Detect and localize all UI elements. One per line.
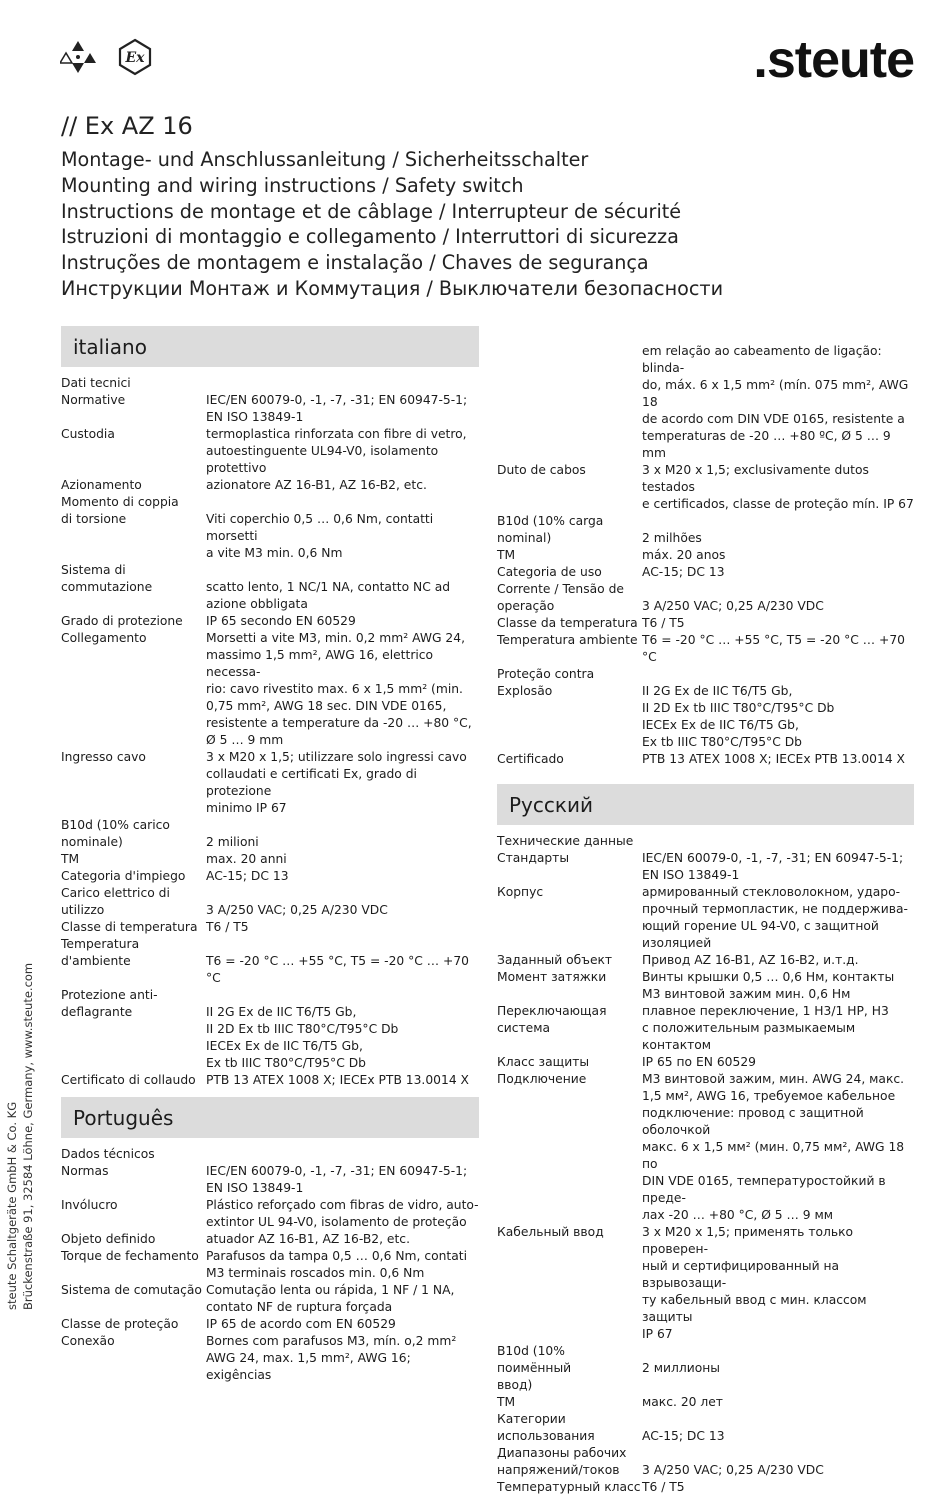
spec-label: Conexão <box>61 1334 115 1348</box>
subtitle-ru: Инструкции Монтаж и Коммутация / Выключатели безопасности <box>61 276 724 300</box>
spec-value: AC-15; DC 13 <box>206 869 289 883</box>
spec-value: II 2G Ex de IIC T6/T5 Gb, II 2D Ex tb IIIC T80°C/T95°C Db IECEx Ex de IIC T6/T5 Gb, Ex tb IIIC T80°C/T95°C Db <box>642 684 835 749</box>
section-intro: Технические данные <box>497 834 634 848</box>
spec-row <box>497 1054 914 1071</box>
spec-value: IEC/EN 60079-0, -1, -7, -31; EN 60947-5-1; EN ISO 13849-1 <box>642 851 904 882</box>
spec-value: azionatore AZ 16-B1, AZ 16-B2, etc. <box>206 478 427 492</box>
brand-logo: .steute <box>753 31 914 89</box>
spec-row <box>497 1479 914 1496</box>
spec-row <box>497 513 914 547</box>
spec-value: 3 A/250 VAC; 0,25 A/230 VDC <box>642 1463 824 1477</box>
spec-row <box>497 632 914 666</box>
spec-row <box>61 1316 479 1333</box>
spec-value: atuador AZ 16-B1, AZ 16-B2, etc. <box>206 1232 410 1246</box>
spec-row <box>497 1343 914 1394</box>
spec-value: Parafusos da tampa 0,5 … 0,6 Nm, contati M3 terminais roscados min. 0,6 Nm <box>206 1249 467 1280</box>
ex-hexagon-icon <box>116 38 154 76</box>
spec-value: T6 = -20 °C … +55 °C, T5 = -20 °C … +70 °C <box>206 954 469 985</box>
spec-row <box>61 936 479 987</box>
spec-row <box>61 1072 479 1089</box>
spec-value: 3 A/250 VAC; 0,25 A/230 VDC <box>642 599 824 613</box>
spec-row <box>61 613 479 630</box>
spec-row <box>61 868 479 885</box>
spec-row <box>61 1163 479 1197</box>
spec-label: Sistema de comutação <box>61 1283 202 1297</box>
spec-value: Morsetti a vite M3, min. 0,2 mm² AWG 24, massimo 1,5 mm², AWG 16, elettrico necessa- rio: cavo rivestito max. 6 x 1,5 mm² (min. 0,75 mm², AWG 18 sec. DIN VDE 0165, resistente a temperature da -20 … +80 °C, Ø 5 … 9 mm <box>206 631 472 747</box>
spec-row <box>497 615 914 632</box>
spec-row <box>497 884 914 952</box>
spec-label: Certificado <box>497 752 564 766</box>
spec-label: Момент затяжки <box>497 970 607 984</box>
spec-value: AC-15; DC 13 <box>642 1429 725 1443</box>
left-column <box>61 326 479 1384</box>
spec-label: TM <box>61 852 80 866</box>
spec-row <box>497 666 914 751</box>
spec-row <box>61 919 479 936</box>
spec-label: Categoria d'impiego <box>61 869 186 883</box>
spec-value: 2 milioni <box>206 835 259 849</box>
hazard-triangles-icon <box>60 39 96 75</box>
spec-value: termoplastica rinforzata con fibre di vetro, autoestinguente UL94-V0, isolamento protettivo <box>206 427 467 475</box>
spec-value: армированный стекловолокном, ударо- прочный термопластик, не поддержива- ющий горение UL 94-V0, с защитной изоляцией <box>642 885 908 950</box>
spec-table-portugues <box>61 1163 479 1384</box>
spec-label: Certificato di collaudo <box>61 1073 196 1087</box>
spec-value: T6 / T5 <box>206 920 249 934</box>
spec-row <box>497 462 914 513</box>
section-heading-russian: Русский <box>497 784 914 825</box>
spec-label: Classe di temperatura <box>61 920 198 934</box>
spec-value: 3 A/250 VAC; 0,25 A/230 VDC <box>206 903 388 917</box>
subtitle-fr: Instructions de montage et de câblage / Interrupteur de sécurité <box>61 199 682 223</box>
company-street: Brückenstraße 91, 32584 Löhne, Germany, www.steute.com <box>21 962 35 1310</box>
spec-row <box>497 547 914 564</box>
spec-label: B10d (10% carga nominal) <box>497 514 604 545</box>
spec-row <box>61 1248 479 1282</box>
spec-table-russian <box>497 850 914 1496</box>
subtitle-list <box>61 147 723 302</box>
spec-value: Comutação lenta ou rápida, 1 NF / 1 NA, contato NF de ruptura forçada <box>206 1283 455 1314</box>
spec-row <box>497 969 914 1003</box>
spec-row <box>61 1282 479 1316</box>
section-intro: Dados técnicos <box>61 1147 155 1161</box>
spec-value: Viti coperchio 0,5 … 0,6 Nm, contatti morsetti a vite M3 min. 0,6 Nm <box>206 512 434 560</box>
spec-value: 2 milhões <box>642 531 702 545</box>
spec-row <box>61 426 479 477</box>
header-icons <box>60 38 154 76</box>
spec-value: PTB 13 ATEX 1008 X; IECEx PTB 13.0014 X <box>206 1073 469 1087</box>
spec-value: IP 65 secondo EN 60529 <box>206 614 356 628</box>
spec-row <box>61 885 479 919</box>
spec-value: PTB 13 ATEX 1008 X; IECEx PTB 13.0014 X <box>642 752 905 766</box>
spec-value: T6 = -20 °C … +55 °C, T5 = -20 °C … +70 °C <box>642 633 905 664</box>
spec-value: М3 винтовой зажим, мин. AWG 24, макс. 1,5 мм², AWG 16, требуемое кабельное подключение: провод с защитной оболочкой макс. 6 х 1,5 мм² (мин. 0,75 мм², AWG 18 по DIN VDE 0165, температуростойкий в преде- лах -20 … +80 °C, Ø 5 … 9 мм <box>642 1072 905 1222</box>
spec-value: Винты крышки 0,5 … 0,6 Нм, контакты М3 винтовой зажим мин. 0,6 Нм <box>642 970 895 1001</box>
spec-label: Категории использования <box>497 1412 595 1443</box>
subtitle-it: Istruzioni di montaggio e collegamento / Interruttori di sicurezza <box>61 225 679 249</box>
subtitle-pt: Instruções de montagem e instalação / Chaves de segurança <box>61 251 649 275</box>
spec-value: AC-15; DC 13 <box>642 565 725 579</box>
spec-value: T6 / T5 <box>642 1480 685 1494</box>
spec-table-italiano <box>61 392 479 1089</box>
spec-label: Torque de fechamento <box>61 1249 199 1263</box>
spec-row <box>497 850 914 884</box>
spec-row <box>61 817 479 851</box>
spec-row <box>61 630 479 749</box>
spec-label: Normative <box>61 393 126 407</box>
spec-value: плавное переключение, 1 Н3/1 НР, Н3 с положительным размыкаемым контактом <box>642 1004 889 1052</box>
spec-value: IP 65 по EN 60529 <box>642 1055 756 1069</box>
spec-row <box>497 581 914 615</box>
company-address <box>4 963 36 1310</box>
spec-row <box>497 751 914 768</box>
spec-label: Заданный объект <box>497 953 613 967</box>
spec-row <box>61 1231 479 1248</box>
spec-label: Classe de proteção <box>61 1317 179 1331</box>
spec-value: Bornes com parafusos M3, mín. o,2 mm² AWG 24, max. 1,5 mm², AWG 16; exigências <box>206 1334 457 1382</box>
section-heading-portugues: Português <box>61 1097 479 1138</box>
spec-table-portugues-cont <box>497 462 914 768</box>
spec-value: II 2G Ex de IIC T6/T5 Gb, II 2D Ex tb IIIC T80°C/T95°C Db IECEx Ex de IIC T6/T5 Gb, Ex tb IIIC T80°C/T95°C Db <box>206 1005 399 1070</box>
svg-text:Ex: Ex <box>125 50 145 66</box>
section-heading-italiano: italiano <box>61 326 479 367</box>
spec-label: Стандарты <box>497 851 570 865</box>
spec-value: Привод AZ 16-B1, AZ 16-B2, и.т.д. <box>642 953 859 967</box>
company-name: steute Schaltgeräte GmbH & Co. KG <box>5 1101 19 1310</box>
spec-row <box>497 564 914 581</box>
subtitle-de: Montage- und Anschlussanleitung / Sicherheitsschalter <box>61 148 589 171</box>
spec-row <box>497 1394 914 1411</box>
spec-value: IEC/EN 60079-0, -1, -7, -31; EN 60947-5-1; EN ISO 13849-1 <box>206 1164 468 1195</box>
continued-text: em relação ao cabeamento de ligação: blinda- do, máx. 6 x 1,5 mm² (mín. 075 mm², AWG 18 de acordo com DIN VDE 0165, resistente a temperaturas de -20 … +80 ºC, Ø 5 … 9 mm <box>642 344 909 460</box>
spec-row <box>497 1224 914 1343</box>
spec-label: Temperatura d'ambiente <box>61 937 140 968</box>
spec-label: Кабельный ввод <box>497 1225 604 1239</box>
subtitle-en: Mounting and wiring instructions / Safety switch <box>61 173 524 197</box>
spec-label: Grado di protezione <box>61 614 183 628</box>
spec-label: Momento di coppia di torsione <box>61 495 179 526</box>
spec-label: Protezione anti- deflagrante <box>61 988 158 1019</box>
spec-label: Температурный класс <box>497 1480 641 1494</box>
spec-label: Temperatura ambiente <box>497 633 638 647</box>
spec-row <box>61 987 479 1072</box>
spec-row <box>61 477 479 494</box>
spec-label: Переключающая система <box>497 1004 607 1035</box>
spec-label: Normas <box>61 1164 109 1178</box>
spec-value: 2 миллионы <box>642 1361 720 1375</box>
spec-label: Classe da temperatura <box>497 616 638 630</box>
spec-label: Класс защиты <box>497 1055 590 1069</box>
spec-value: IP 65 de acordo com EN 60529 <box>206 1317 396 1331</box>
spec-row <box>61 851 479 868</box>
spec-label: B10d (10% carico nominale) <box>61 818 170 849</box>
spec-value: Plástico reforçado com fibras de vidro, auto- extintor UL 94-V0, isolamento de proteção <box>206 1198 479 1229</box>
spec-value: max. 20 anni <box>206 852 287 866</box>
spec-row <box>497 1071 914 1224</box>
spec-label: Duto de cabos <box>497 463 586 477</box>
spec-label: Invólucro <box>61 1198 118 1212</box>
spec-row <box>497 1003 914 1054</box>
spec-row <box>61 562 479 613</box>
spec-row <box>61 749 479 817</box>
spec-row <box>61 1197 479 1231</box>
spec-value: IEC/EN 60079-0, -1, -7, -31; EN 60947-5-1; EN ISO 13849-1 <box>206 393 468 424</box>
spec-label: B10d (10% поимённый ввод) <box>497 1344 572 1392</box>
spec-label: TM <box>497 548 516 562</box>
spec-label: Sistema di commutazione <box>61 563 153 594</box>
spec-row <box>497 1445 914 1479</box>
spec-row <box>497 1411 914 1445</box>
spec-label: Azionamento <box>61 478 142 492</box>
spec-label: Collegamento <box>61 631 147 645</box>
spec-label: TM <box>497 1395 516 1409</box>
document-title: // Ex AZ 16 <box>61 112 193 140</box>
right-column <box>497 343 914 1496</box>
spec-label: Objeto definido <box>61 1232 156 1246</box>
spec-label: Ingresso cavo <box>61 750 146 764</box>
section-intro: Dati tecnici <box>61 376 131 390</box>
spec-row <box>61 494 479 562</box>
spec-value: 3 x M20 x 1,5; exclusivamente dutos testados e certificados, classe de proteção mín. IP 67 <box>642 463 914 511</box>
spec-label: Корпус <box>497 885 544 899</box>
spec-row <box>61 392 479 426</box>
spec-row <box>497 952 914 969</box>
spec-label: Custodia <box>61 427 115 441</box>
spec-label: Диапазоны рабочих напряжений/токов <box>497 1446 627 1477</box>
spec-label: Подключение <box>497 1072 587 1086</box>
spec-value: макс. 20 лет <box>642 1395 723 1409</box>
spec-value: T6 / T5 <box>642 616 685 630</box>
spec-label: Proteção contra Explosão <box>497 667 595 698</box>
spec-label: Carico elettrico di utilizzo <box>61 886 170 917</box>
spec-value: 3 х M20 x 1,5; применять только проверен- ный и сертифицированный на взрывозащи- ту кабельный ввод с мин. классом защиты IP 67 <box>642 1225 867 1341</box>
spec-value: máx. 20 anos <box>642 548 726 562</box>
spec-row <box>61 1333 479 1384</box>
spec-value: scatto lento, 1 NC/1 NA, contatto NC ad azione obbligata <box>206 580 451 611</box>
spec-label: Categoria de uso <box>497 565 602 579</box>
spec-label: Corrente / Tensão de operação <box>497 582 624 613</box>
spec-value: 3 x M20 x 1,5; utilizzare solo ingressi cavo collaudati e certificati Ex, grado di protezione minimo IP 67 <box>206 750 467 815</box>
